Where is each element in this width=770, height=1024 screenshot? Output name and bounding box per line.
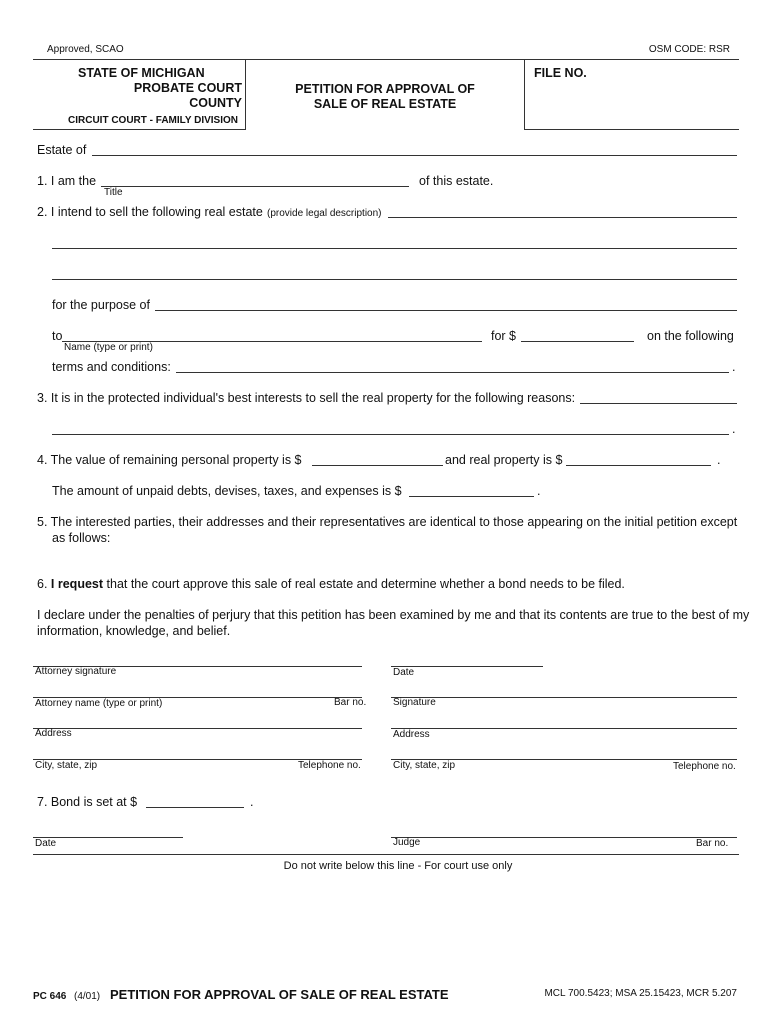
judge-field[interactable] — [391, 837, 737, 838]
terms-field[interactable] — [176, 372, 729, 373]
item1-prefix: 1. I am the — [37, 174, 97, 188]
name-caption: Name (type or print) — [64, 342, 153, 353]
debts-period: . — [537, 484, 541, 498]
legal-description-line1[interactable] — [388, 217, 737, 218]
legal-description-line3[interactable] — [52, 279, 737, 280]
reasons-period: . — [732, 422, 736, 436]
court-use-divider — [33, 854, 739, 855]
attorney-address-label: Address — [35, 728, 72, 739]
title-field[interactable] — [101, 186, 409, 187]
item2-paren: (provide legal description) — [267, 208, 382, 219]
item2-prefix: 2. I intend to sell the following real estate — [37, 205, 263, 219]
approved-text: Approved, SCAO — [47, 44, 124, 55]
osm-code: OSM CODE: RSR — [648, 44, 730, 55]
purpose-field[interactable] — [155, 310, 737, 311]
address-field[interactable] — [391, 728, 737, 729]
form-title-line2: SALE OF REAL ESTATE — [313, 97, 457, 111]
footer-citation: MCL 700.5423; MSA 25.15423, MCR 5.207 — [544, 988, 737, 999]
city-label: City, state, zip — [393, 760, 456, 771]
file-no-label: FILE NO. — [534, 66, 587, 80]
debts-field[interactable] — [409, 496, 534, 497]
attorney-name-label: Attorney name (type or print) — [35, 698, 163, 709]
form-number: PC 646 — [33, 991, 67, 1002]
county-label: COUNTY — [189, 96, 242, 110]
signature-field[interactable] — [391, 697, 737, 698]
item6-num: 6. — [37, 577, 48, 591]
bond-amount-field[interactable] — [146, 807, 244, 808]
personal-property-field[interactable] — [312, 465, 443, 466]
for-dollar-label: for $ — [491, 329, 517, 343]
division-label: CIRCUIT COURT - FAMILY DIVISION — [68, 115, 239, 126]
estate-of-label: Estate of — [37, 143, 87, 157]
price-field[interactable] — [521, 341, 634, 342]
declaration-line2: information, knowledge, and belief. — [37, 624, 231, 638]
item6-bold: I request — [50, 577, 104, 591]
purpose-label: for the purpose of — [52, 298, 150, 312]
item5-line1: 5. The interested parties, their addresses and their representatives are identical to those appearing on the initial petition except — [37, 515, 738, 529]
telephone-label: Telephone no. — [673, 761, 736, 772]
reasons-line1[interactable] — [580, 403, 737, 404]
item6-text — [37, 577, 625, 591]
attorney-telephone-label: Telephone no. — [298, 760, 361, 771]
item4-period: . — [717, 453, 721, 467]
item4-prefix: 4. The value of remaining personal property is $ — [37, 453, 302, 467]
state-name: STATE OF MICHIGAN — [78, 66, 205, 80]
on-following-label: on the following — [647, 329, 734, 343]
item1-suffix: of this estate. — [419, 174, 494, 188]
signature-label: Signature — [393, 697, 436, 708]
judge-bar-label: Bar no. — [696, 838, 729, 849]
title-caption: Title — [104, 187, 123, 198]
bond-label: 7. Bond is set at $ — [37, 795, 138, 809]
court-name: PROBATE COURT — [133, 81, 242, 95]
judge-label: Judge — [393, 837, 421, 848]
terms-label: terms and conditions: — [52, 360, 171, 374]
form-title-line1: PETITION FOR APPROVAL OF — [295, 82, 475, 96]
estate-name-field[interactable] — [92, 155, 737, 156]
attorney-signature-label: Attorney signature — [35, 666, 117, 677]
address-label: Address — [393, 729, 430, 740]
attorney-city-label: City, state, zip — [35, 760, 98, 771]
attorney-address-field[interactable] — [33, 728, 362, 729]
attorney-bar-label: Bar no. — [334, 697, 367, 708]
legal-description-line2[interactable] — [52, 248, 737, 249]
terms-period: . — [732, 360, 736, 374]
form-date: (4/01) — [74, 991, 101, 1002]
debts-label: The amount of unpaid debts, devises, taxes, and expenses is $ — [52, 484, 402, 498]
to-label: to — [52, 329, 63, 343]
bond-period: . — [250, 795, 254, 809]
declaration-line1: I declare under the penalties of perjury that this petition has been examined by me and that its contents are true to the best of my — [37, 608, 750, 622]
real-property-field[interactable] — [566, 465, 711, 466]
date-label: Date — [393, 667, 415, 678]
reasons-line2[interactable] — [52, 434, 729, 435]
item4-mid: and real property is $ — [445, 453, 563, 467]
item6-rest: that the court approve this sale of real estate and determine whether a bond needs to be filed. — [106, 577, 625, 591]
footer-title: PETITION FOR APPROVAL OF SALE OF REAL ESTATE — [110, 987, 449, 1002]
court-use-text: Do not write below this line - For court use only — [283, 860, 513, 872]
item5-line2: as follows: — [52, 531, 111, 545]
item3-text: 3. It is in the protected individual's best interests to sell the real property for the following reasons: — [37, 391, 576, 405]
bond-date-label: Date — [35, 838, 57, 849]
